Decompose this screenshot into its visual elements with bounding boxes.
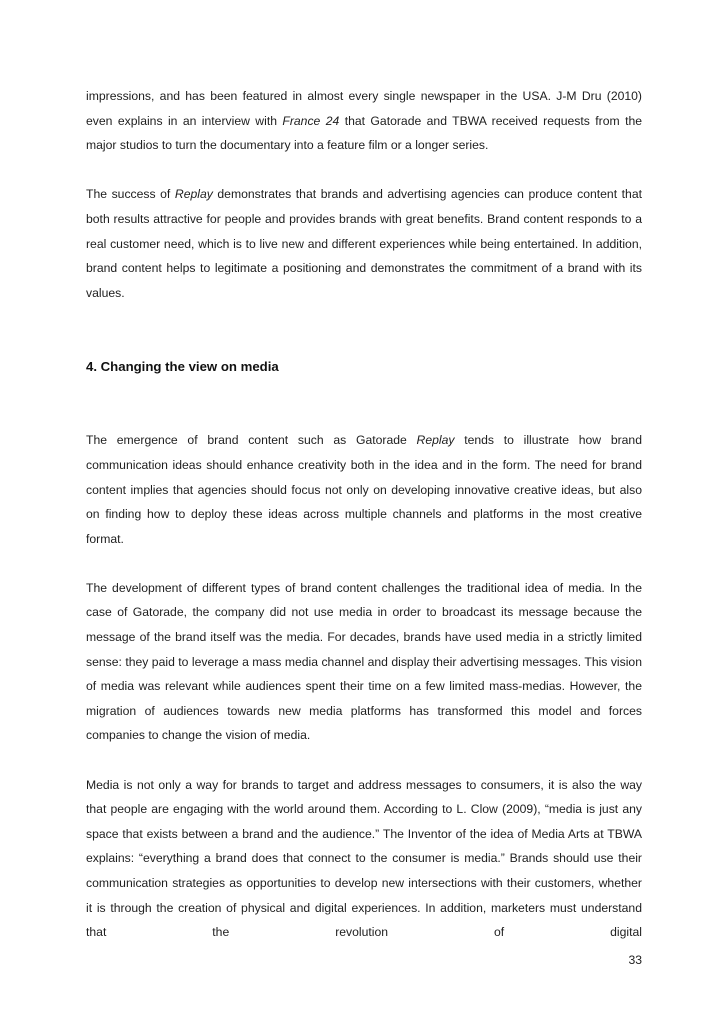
- section-heading: 4. Changing the view on media: [86, 358, 279, 374]
- paragraph-3-text-a: The emergence of brand content such as Gatorade: [86, 433, 417, 448]
- paragraph-spacer: [86, 551, 642, 576]
- paragraph-2-text-a: The success of: [86, 187, 175, 202]
- paragraph-1-text-b: that Gatorade and TBWA received requests from the major studios to turn the documentary into a feature film or a longer series.: [86, 113, 643, 153]
- paragraph-spacer: [86, 748, 642, 773]
- page-body: [86, 84, 642, 945]
- paragraph-spacer: [86, 158, 642, 183]
- paragraph-spacer: [86, 305, 642, 330]
- paragraph-3-italic-title: Replay: [416, 433, 455, 448]
- paragraph-2: [86, 182, 642, 305]
- paragraph-1-italic-source: France 24: [282, 113, 340, 128]
- paragraph-4: The development of different types of brand content challenges the traditional idea of media. In the case of Gatorade, the company did not use media in order to broadcast its message because the message of the brand itself was the media. For decades, brands have used media in a strictly limited sense: they paid to leverage a mass media channel and display their advertising messages. This vision of media was relevant while audiences spent their time on a few limited mass-medias. However, the migration of audiences towards new media platforms has transformed this model and forces companies to change the vision of media.: [86, 580, 642, 743]
- paragraph-spacer: [86, 379, 642, 404]
- paragraph-2-italic-title: Replay: [174, 187, 213, 202]
- paragraph-5: Media is not only a way for brands to target and address messages to consumers, it is also the way that people are engaging with the world around them. According to L. Clow (2009), “media is just any space that exists between a brand and the audience.” The Inventor of the idea of Media Arts at TBWA explains: “everything a brand does that connect to the consumer is media.” Brands should use their communication strategies as opportunities to develop new intersections with their customers, whether it is through the creation of physical and digital experiences. In addition, marketers must understand that the revolution of digital: [86, 777, 642, 940]
- page-number: 33: [628, 953, 642, 967]
- paragraph-3: [86, 428, 642, 551]
- paragraph-3-text-b: tends to illustrate how brand communication ideas should enhance creativity both in the idea and in the form. The need for brand content implies that agencies should focus not only on developing innovative creative ideas, but also on finding how to deploy these ideas across multiple channels and platforms in the most creative format.: [86, 433, 642, 546]
- paragraph-1: [86, 84, 642, 158]
- paragraph-2-text-b: demonstrates that brands and advertising agencies can produce content that both results attractive for people and provides brands with great benefits. Brand content responds to a real customer need, which is to live new and different experiences while being entertained. In addition, brand content helps to legitimate a positioning and demonstrates the commitment of a brand with its values.: [86, 187, 642, 300]
- paragraph-1-text-a: impressions, and has been featured in almost every single newspaper in the USA. J-M Dru (2010) even explains in an interview with: [86, 89, 642, 128]
- paragraph-spacer: [86, 330, 642, 355]
- paragraph-spacer: [86, 404, 642, 429]
